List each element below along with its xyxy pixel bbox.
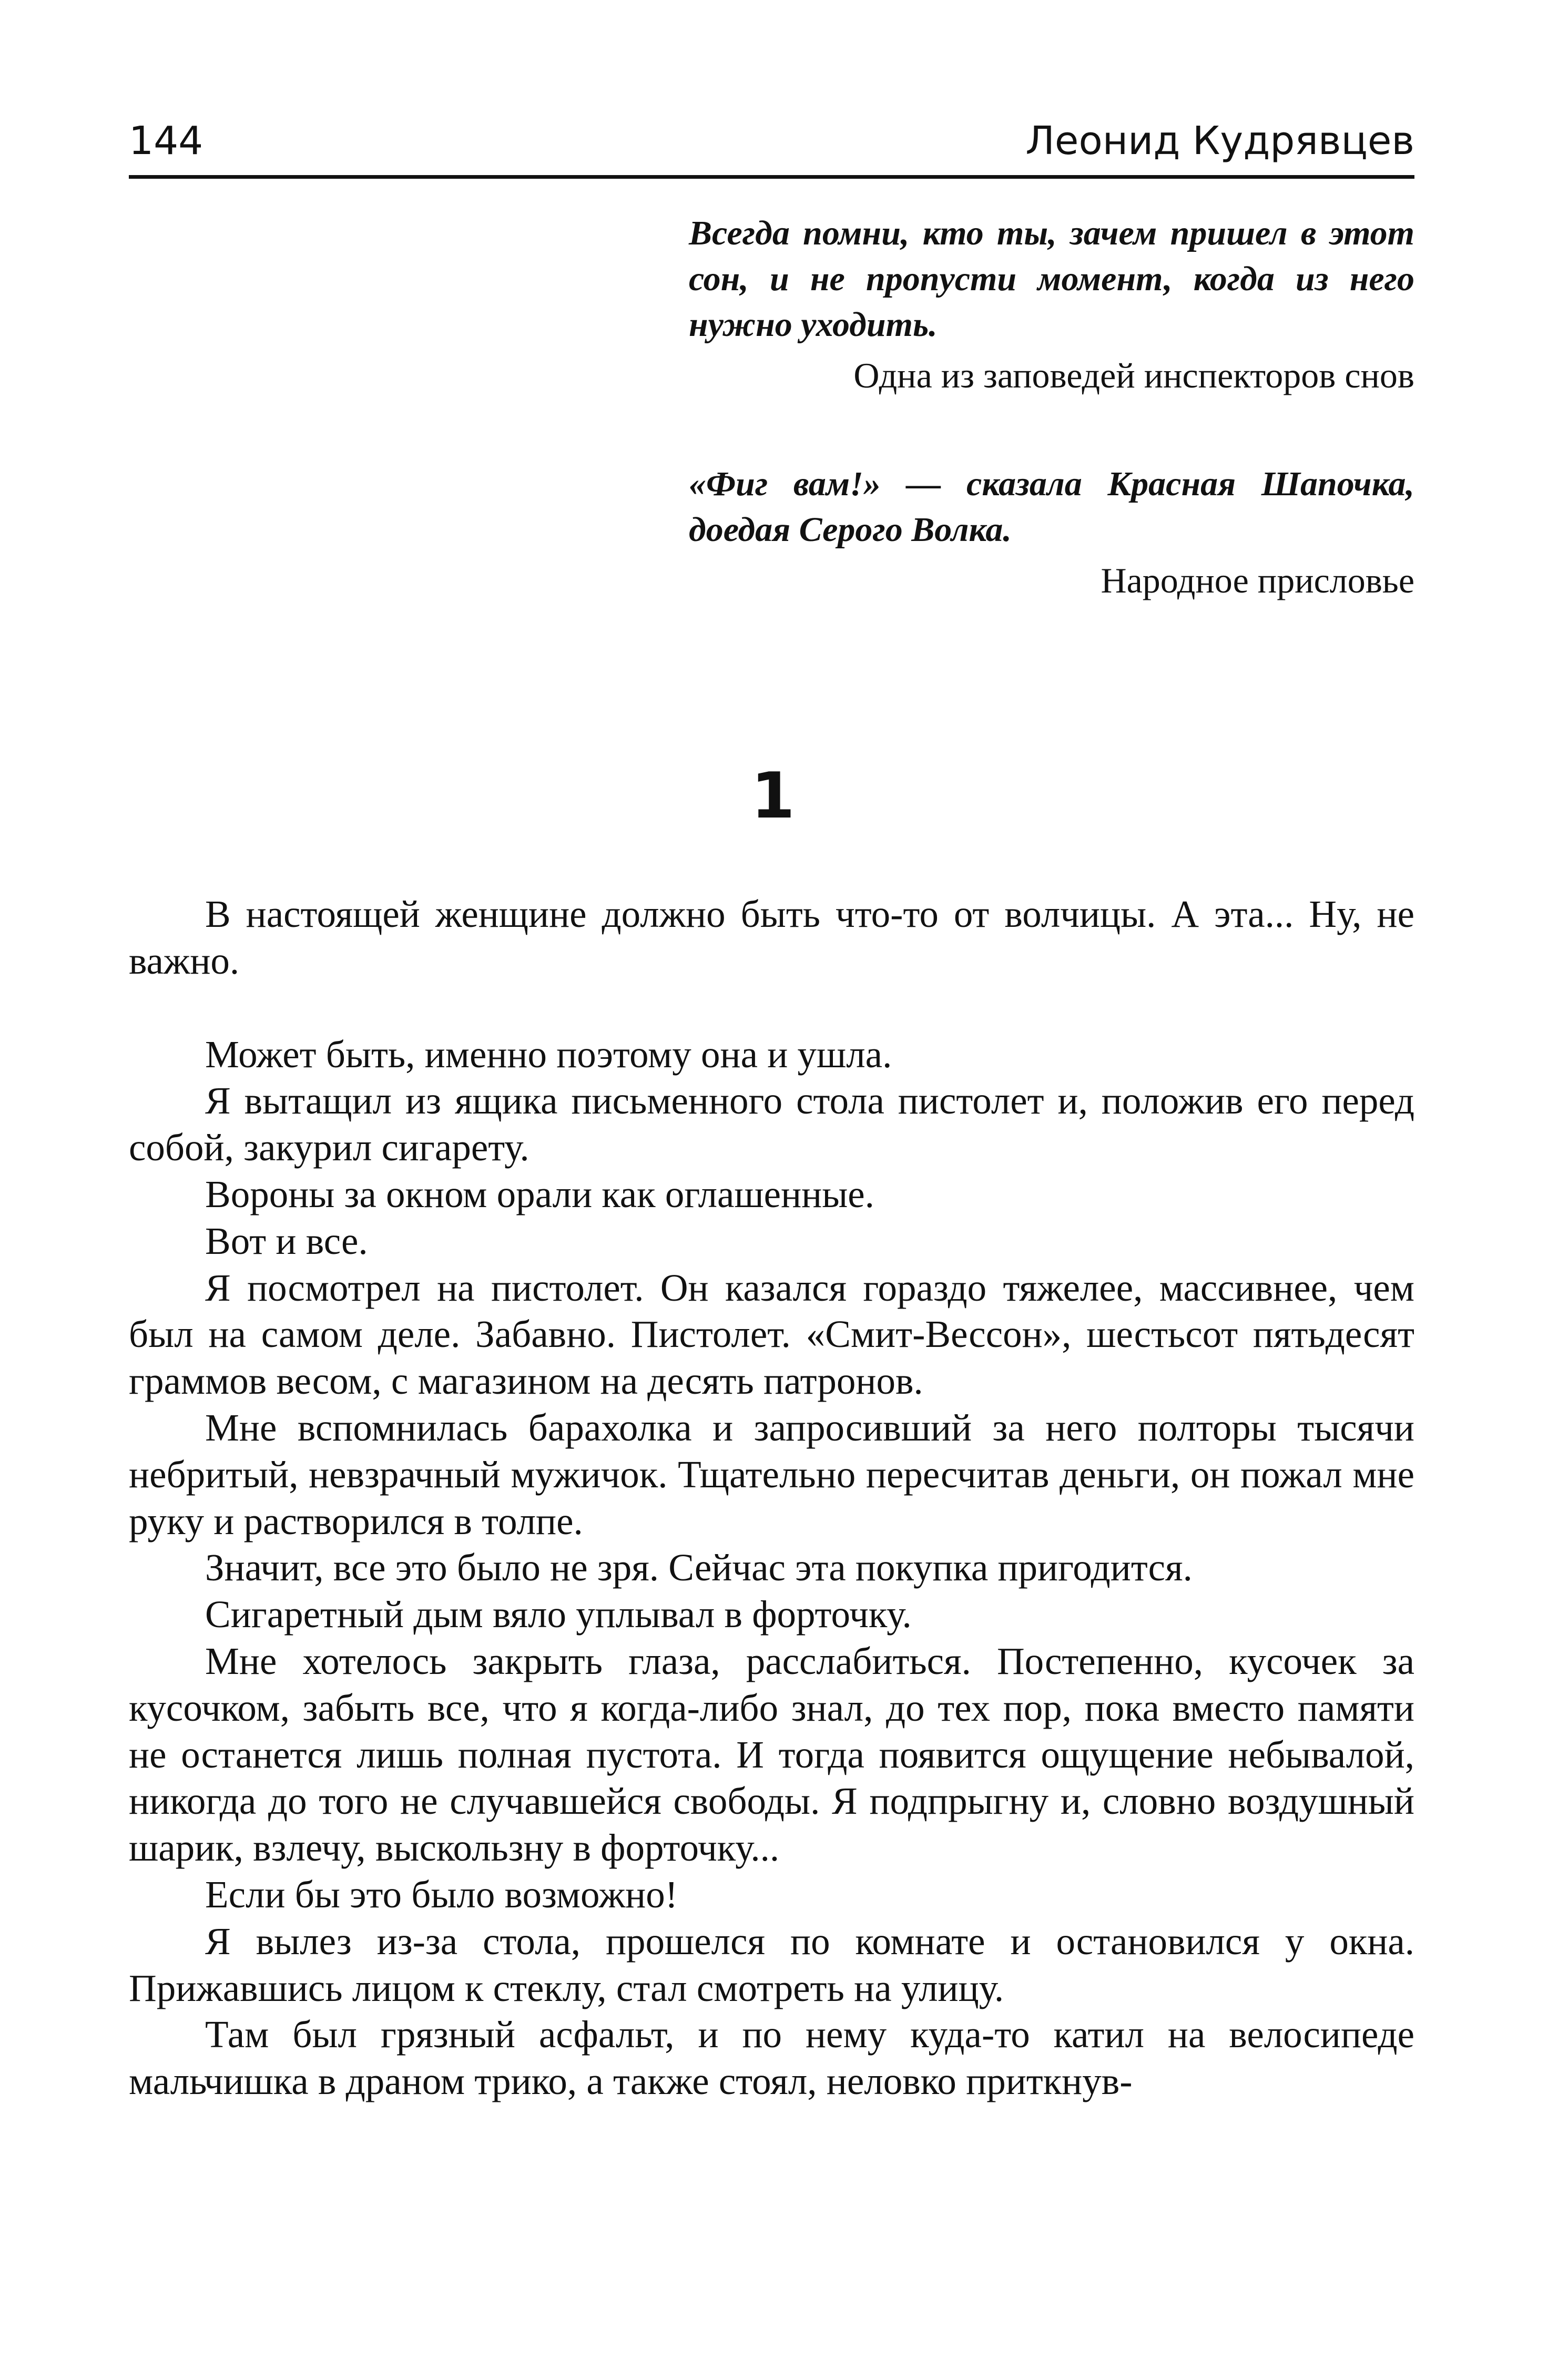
paragraph: Может быть, именно поэтому она и ушла. — [205, 1033, 892, 1076]
epigraph-text: Всегда помни, кто ты, зачем пришел в этот сон, и не пропусти момент, когда из него нужно уходить. — [689, 214, 1414, 344]
paragraph: Значит, все это было не зря. Сейчас эта покупка пригодится. — [205, 1546, 1193, 1589]
paragraph: Вороны за окном орали как оглашенные. — [205, 1172, 874, 1215]
body-text — [129, 891, 1414, 2105]
running-head — [129, 108, 1414, 176]
page-number: 144 — [129, 118, 203, 164]
paragraph: Сигаретный дым вяло уплывал в форточку. — [205, 1593, 912, 1636]
epigraph — [689, 461, 1414, 604]
epigraph-text: «Фиг вам!» — сказала Красная Шапочка, доедая Серого Волка. — [689, 465, 1414, 549]
author-name: Леонид Кудрявцев — [1025, 118, 1414, 164]
paragraph: В настоящей женщине должно быть что-то от волчицы. А эта... Ну, не важно. — [129, 893, 1414, 982]
paragraph: Я посмотрел на пистолет. Он казался гораздо тяжелее, массивнее, чем был на самом деле. Забавно. Пистолет. «Смит-Вессон», шестьсот пятьдесят граммов весом, с магазином на десять патронов. — [129, 1266, 1414, 1403]
chapter-number: 1 — [751, 760, 795, 833]
paragraph: Вот и все. — [205, 1219, 368, 1262]
paragraph: Если бы это было возможно! — [205, 1873, 678, 1916]
paragraph: Я вылез из-за стола, прошелся по комнате и остановился у окна. Прижавшись лицом к стеклу, стал смотреть на улицу. — [129, 1919, 1414, 2009]
header-rule — [129, 175, 1414, 179]
paragraph: Там был грязный асфальт, и по нему куда-то катил на велосипеде мальчишка в драном трико, а также стоял, неловко приткнув- — [129, 2013, 1414, 2103]
paragraph: Мне вспомнилась барахолка и запросивший за него полторы тысячи небритый, невзрачный мужичок. Тщательно пересчитав деньги, он пожал мне руку и растворился в толпе. — [129, 1406, 1414, 1543]
epigraphs — [689, 210, 1414, 666]
paragraph: Мне хотелось закрыть глаза, расслабиться. Постепенно, кусочек за кусочком, забыть все, что я когда-либо знал, до тех пор, пока вместо памяти не останется лишь полная пустота. И тогда появится ощущение небывалой, никогда до того не случавшейся свободы. Я подпрыгну и, словно воздушный шарик, взлечу, выскользну в форточку... — [129, 1639, 1414, 1870]
paragraph: Я вытащил из ящика письменного стола пистолет и, положив его перед собой, закурил сигарету. — [129, 1079, 1414, 1169]
epigraph-source: Народное присловье — [1101, 560, 1414, 600]
epigraph — [689, 210, 1414, 399]
epigraph-source: Одна из заповедей инспекторов снов — [853, 355, 1414, 395]
